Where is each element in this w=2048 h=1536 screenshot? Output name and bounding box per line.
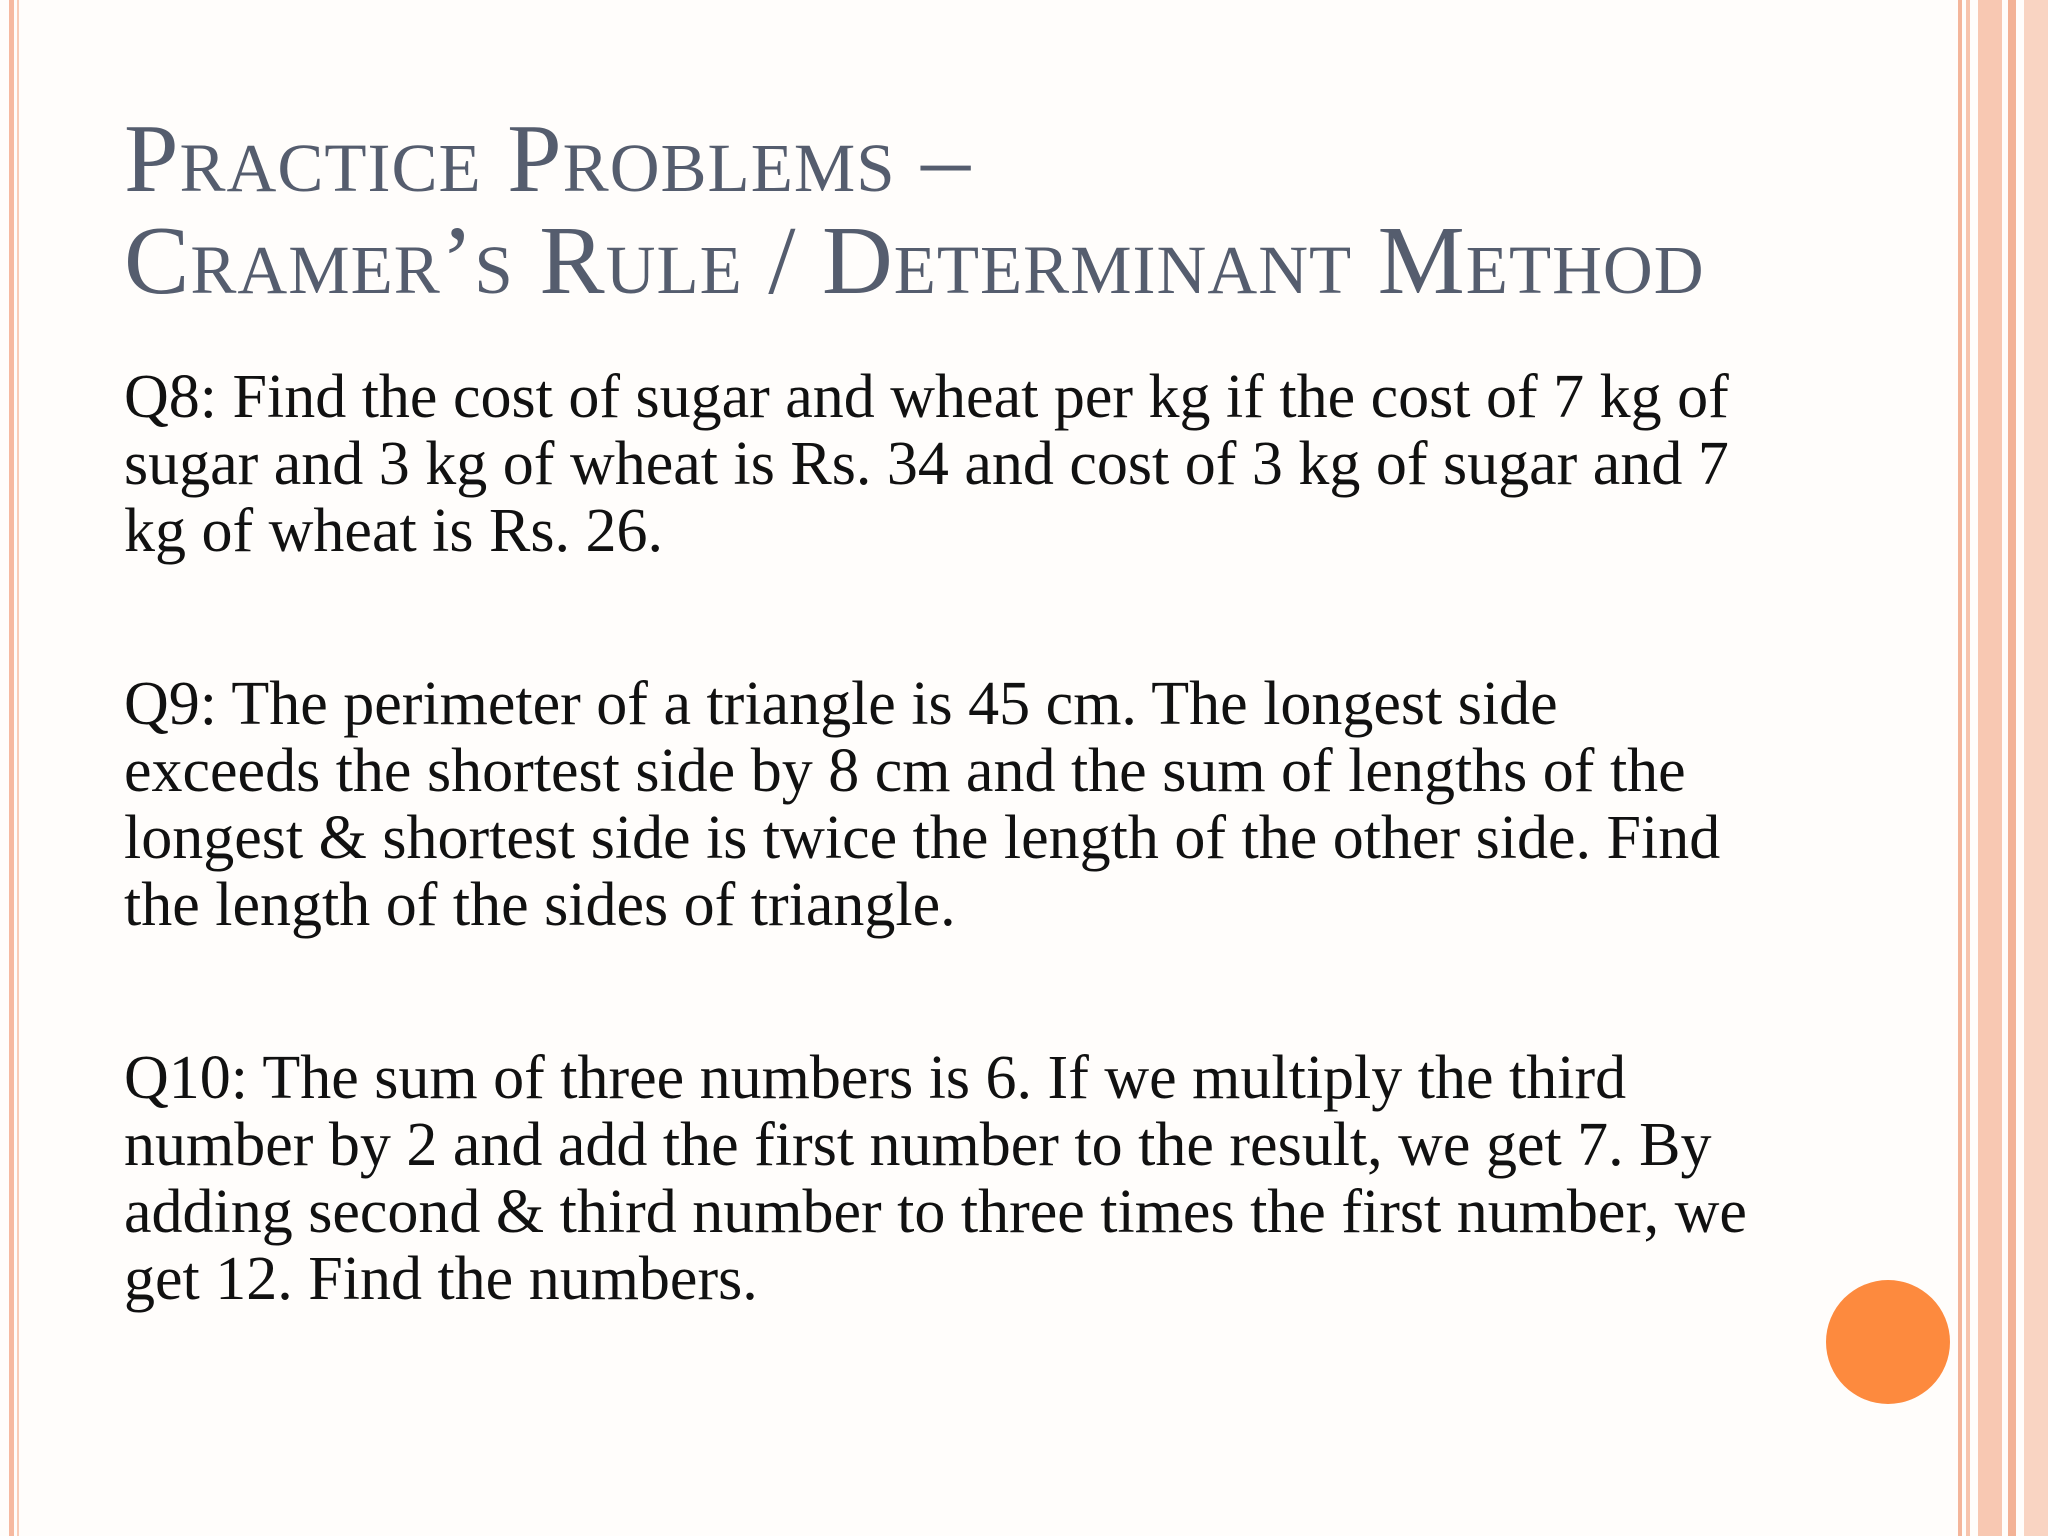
slide-title-line-1: Practice Problems – <box>124 105 972 213</box>
slide-title-line-2: Cramer’s Rule / Determinant Method <box>124 207 1705 315</box>
right-border-line <box>2008 0 2016 1536</box>
right-border-line <box>1958 0 1962 1536</box>
left-border-line-thin <box>17 0 19 1536</box>
orange-circle-decoration <box>1826 1280 1950 1404</box>
question-q8: Q8: Find the cost of sugar and wheat per kg if the cost of 7 kg of sugar and 3 kg of wheat is Rs. 34 and cost of 3 kg of sugar and 7 kg of wheat is Rs. 26. <box>124 363 1729 565</box>
right-border-band <box>1978 0 2002 1536</box>
question-q10: Q10: The sum of three numbers is 6. If we multiply the third number by 2 and add the first number to the result, we get 7. By adding second & third number to three times the first number, we get 12. Find the numbers. <box>124 1044 1747 1313</box>
question-q9: Q9: The perimeter of a triangle is 45 cm. The longest side exceeds the shortest side by 8 cm and the sum of lengths of the longest & shortest side is twice the length of the other side. Find the length of the sides of triangle. <box>124 670 1721 939</box>
slide-title <box>124 105 1824 315</box>
slide-body <box>124 364 1764 1419</box>
left-border-line <box>9 0 14 1536</box>
right-border-line <box>1966 0 1970 1536</box>
right-border-edge <box>2024 0 2048 1536</box>
